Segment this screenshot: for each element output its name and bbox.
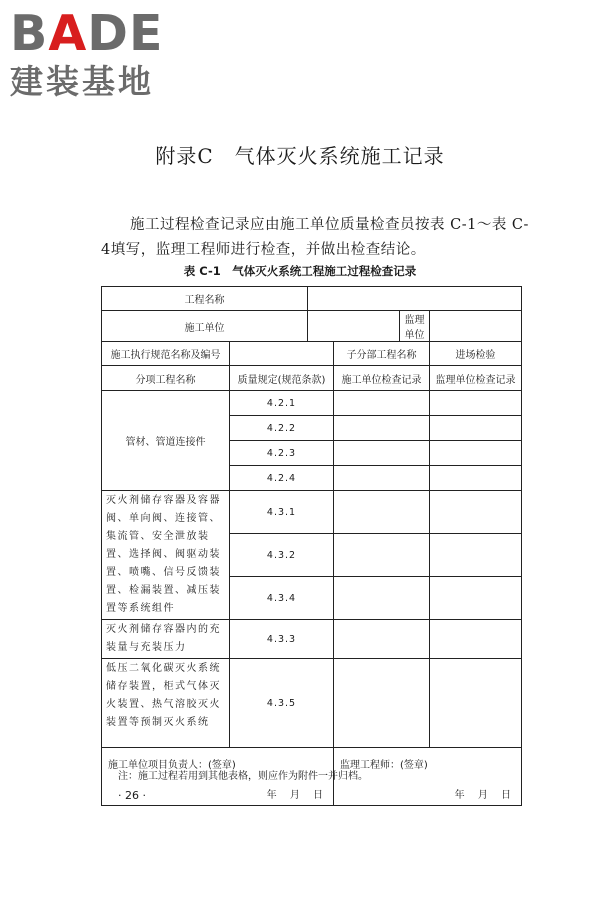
item-name: 灭火剂储存容器内的充装量与充装压力 xyxy=(102,620,230,659)
clause-code: 4.3.5 xyxy=(230,659,334,748)
logo-mark: BADE xyxy=(10,5,164,62)
header-clause: 质量规定(规范条款) xyxy=(230,366,334,391)
field-spec-name[interactable] xyxy=(230,342,334,366)
construction-signature-date: 年 月 日 xyxy=(266,790,323,801)
header-item: 分项工程名称 xyxy=(102,366,230,391)
clause-code: 4.2.2 xyxy=(230,416,334,441)
header-construction-record: 施工单位检查记录 xyxy=(334,366,430,391)
clause-code: 4.3.3 xyxy=(230,620,334,659)
construction-check-cell[interactable] xyxy=(334,534,430,577)
intro-paragraph: 施工过程检查记录应由施工单位质量检查员按表 C-1～表 C-4填写，监理工程师进行检查，并做出检查结论。 xyxy=(101,217,529,258)
field-project-name[interactable] xyxy=(308,287,522,311)
item-name: 管材、管道连接件 xyxy=(102,391,230,491)
table-note: 注：施工过程若用到其他表格，则应作为附件一并归档。 xyxy=(118,771,368,782)
field-supervision-unit[interactable] xyxy=(430,311,522,342)
appendix-title: 附录C 气体灭火系统施工记录 xyxy=(155,144,445,168)
row-spec xyxy=(102,342,522,366)
supervision-signature-label: 监理工程师：(签章) xyxy=(340,760,428,771)
clause-code: 4.3.1 xyxy=(230,491,334,534)
construction-check-cell[interactable] xyxy=(334,416,430,441)
table-row xyxy=(102,659,522,748)
value-sub-project: 进场检验 xyxy=(430,342,522,366)
construction-check-cell[interactable] xyxy=(334,620,430,659)
supervision-check-cell[interactable] xyxy=(430,659,522,748)
label-spec-name: 施工执行规范名称及编号 xyxy=(102,342,230,366)
label-project-name: 工程名称 xyxy=(102,287,308,311)
label-supervision-unit: 监理单位 xyxy=(400,311,430,342)
construction-check-cell[interactable] xyxy=(334,466,430,491)
clause-code: 4.3.4 xyxy=(230,577,334,620)
item-name: 低压二氧化碳灭火系统储存装置，柜式气体灭火装置、热气溶胶灭火装置等预制灭火系统 xyxy=(102,659,230,748)
inspection-record-table xyxy=(101,286,522,806)
bade-logo xyxy=(10,5,190,102)
row-units xyxy=(102,311,522,342)
supervision-signature-date: 年 月 日 xyxy=(454,790,511,801)
logo-subtitle: 建装基地 xyxy=(10,62,154,101)
clause-code: 4.2.1 xyxy=(230,391,334,416)
clause-code: 4.2.3 xyxy=(230,441,334,466)
supervision-check-cell[interactable] xyxy=(430,466,522,491)
field-construction-unit[interactable] xyxy=(308,311,400,342)
label-construction-unit: 施工单位 xyxy=(102,311,308,342)
item-name: 灭火剂储存容器及容器阀、单向阀、连接管、集流管、安全泄放装置、选择阀、阀驱动装置、喷嘴、信号反馈装置、检漏装置、减压装置等系统组件 xyxy=(102,491,230,620)
supervision-check-cell[interactable] xyxy=(430,491,522,534)
construction-check-cell[interactable] xyxy=(334,659,430,748)
supervision-check-cell[interactable] xyxy=(430,577,522,620)
table-caption: 表 C-1 气体灭火系统工程施工过程检查记录 xyxy=(183,264,417,278)
table-row xyxy=(102,491,522,534)
supervision-check-cell[interactable] xyxy=(430,620,522,659)
supervision-check-cell[interactable] xyxy=(430,391,522,416)
row-headers xyxy=(102,366,522,391)
construction-check-cell[interactable] xyxy=(334,491,430,534)
table-row xyxy=(102,620,522,659)
supervision-check-cell[interactable] xyxy=(430,416,522,441)
construction-check-cell[interactable] xyxy=(334,441,430,466)
construction-check-cell[interactable] xyxy=(334,577,430,620)
supervision-check-cell[interactable] xyxy=(430,441,522,466)
clause-code: 4.3.2 xyxy=(230,534,334,577)
page-number: · 26 · xyxy=(118,789,146,802)
header-supervision-record: 监理单位检查记录 xyxy=(430,366,522,391)
row-project-name xyxy=(102,287,522,311)
construction-check-cell[interactable] xyxy=(334,391,430,416)
clause-code: 4.2.4 xyxy=(230,466,334,491)
label-sub-project: 子分部工程名称 xyxy=(334,342,430,366)
construction-signature-label: 施工单位项目负责人：(签章) xyxy=(108,760,236,771)
supervision-check-cell[interactable] xyxy=(430,534,522,577)
table-row xyxy=(102,391,522,416)
